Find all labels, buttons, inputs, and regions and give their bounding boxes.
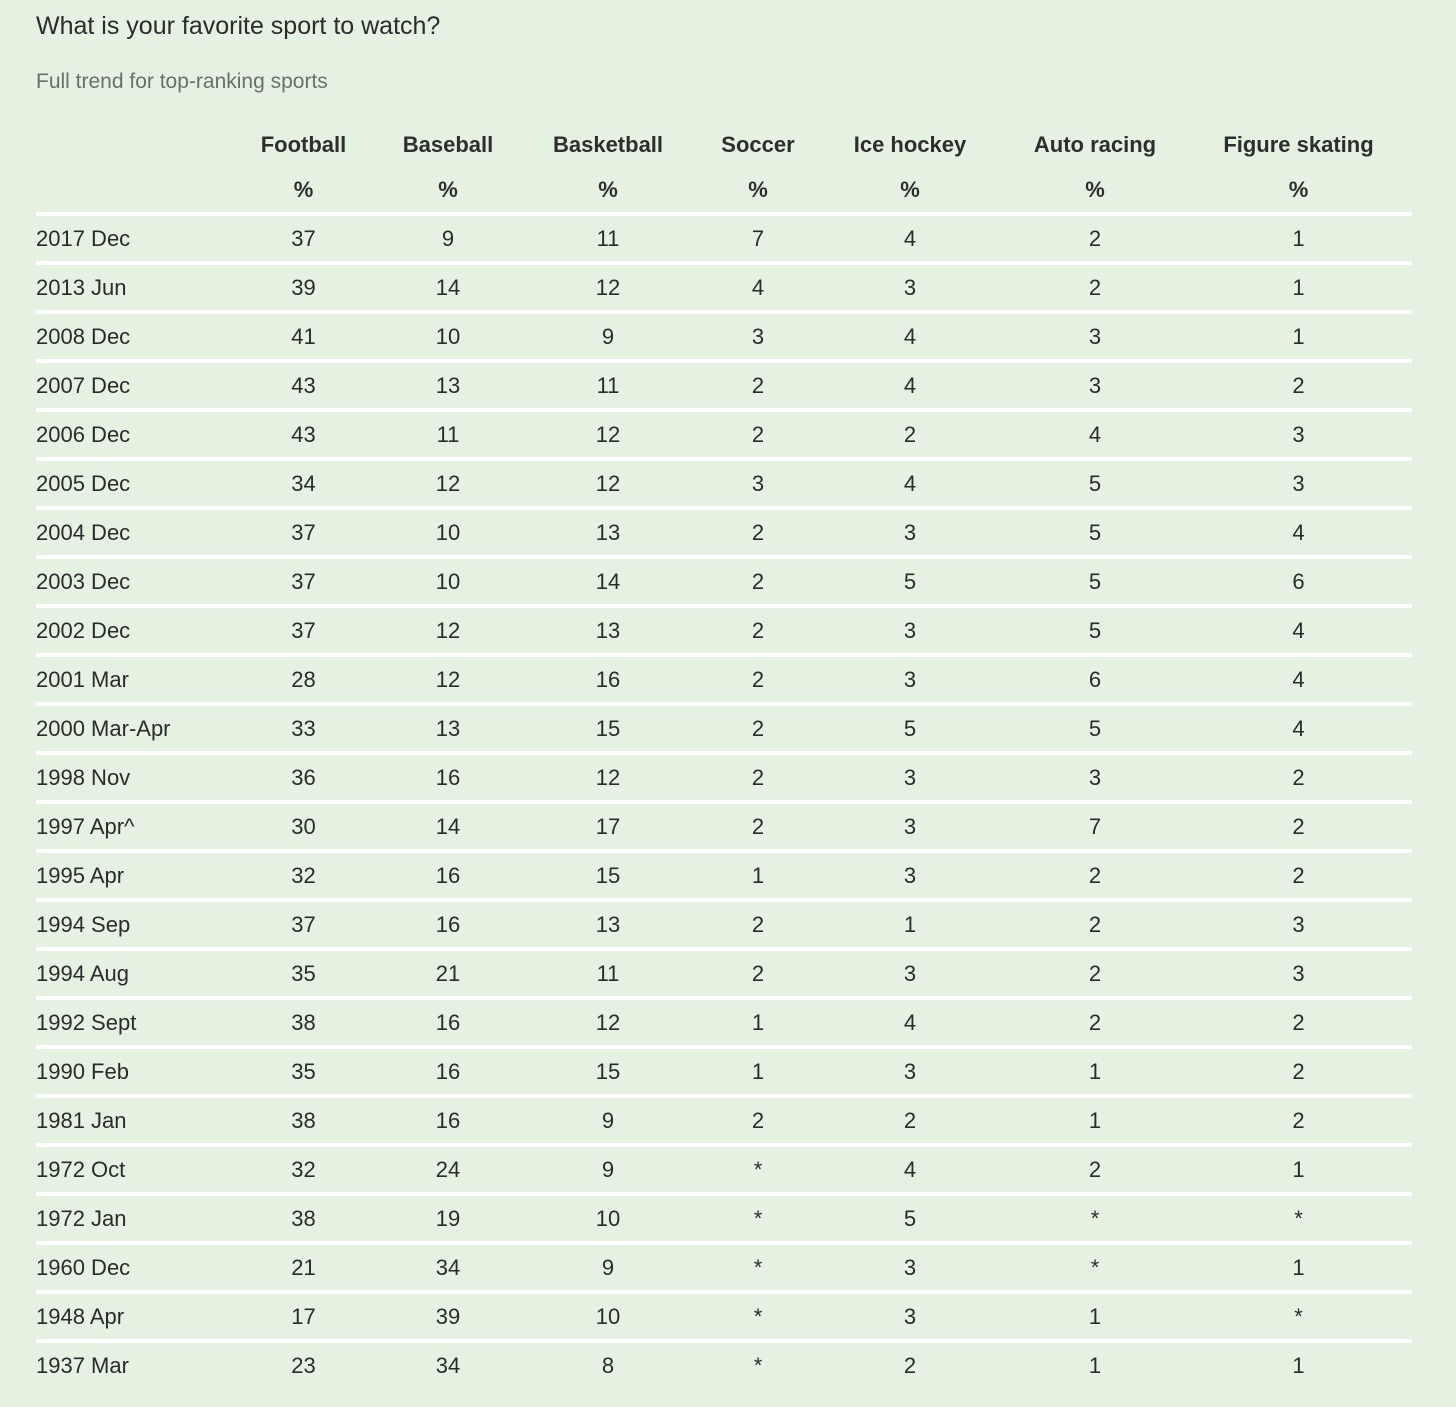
table-row: [36, 1292, 1412, 1341]
cell-basketball: 9: [515, 1243, 701, 1292]
cell-ice-hockey: 5: [815, 557, 1005, 606]
cell-football: 35: [226, 949, 381, 998]
cell-ice-hockey: 3: [815, 1243, 1005, 1292]
cell-baseball: 39: [381, 1292, 515, 1341]
cell-figure-skating: 1: [1292, 1352, 1305, 1378]
cell-soccer: *: [701, 1194, 815, 1243]
cell-baseball: 16: [381, 998, 515, 1047]
table-row: [36, 1243, 1412, 1292]
unit-baseball: %: [381, 168, 515, 214]
cell-ice-hockey: 4: [815, 998, 1005, 1047]
row-label: 1990 Feb: [36, 1047, 226, 1096]
cell-basketball: 15: [515, 704, 701, 753]
row-label: 2005 Dec: [36, 459, 226, 508]
cell-basketball: 8: [601, 1352, 615, 1378]
cell-soccer: *: [701, 1243, 815, 1292]
cell-baseball: 16: [381, 1096, 515, 1145]
unit-basketball: %: [515, 168, 701, 214]
cell-auto-racing: *: [1005, 1243, 1185, 1292]
cell-basketball: 9: [515, 1145, 701, 1194]
cell-soccer: 3: [701, 312, 815, 361]
cell-football: 38: [226, 998, 381, 1047]
cell-football: 37: [226, 900, 381, 949]
cell-baseball: 12: [381, 655, 515, 704]
table-row: [36, 459, 1412, 508]
cell-auto-racing: 5: [1005, 606, 1185, 655]
cell-soccer: 3: [701, 459, 815, 508]
cell-figure-skating: 4: [1185, 508, 1412, 557]
table-row: [36, 214, 1412, 263]
row-label: 2008 Dec: [36, 312, 226, 361]
cell-auto-racing: 1: [1005, 1292, 1185, 1341]
cell-auto-racing: 6: [1005, 655, 1185, 704]
cell-baseball: 12: [381, 459, 515, 508]
table-row: [36, 704, 1412, 753]
cell-soccer: 2: [701, 949, 815, 998]
cell-soccer: 2: [701, 410, 815, 459]
cell-basketball: 13: [515, 900, 701, 949]
row-label: 1972 Oct: [36, 1145, 226, 1194]
cell-figure-skating: 1: [1185, 312, 1412, 361]
table-row: [36, 998, 1412, 1047]
cell-baseball: 12: [381, 606, 515, 655]
cell-basketball: 17: [515, 802, 701, 851]
cell-football: 37: [226, 214, 381, 263]
cell-figure-skating: 3: [1185, 949, 1412, 998]
cell-auto-racing: 1: [1005, 1047, 1185, 1096]
cell-ice-hockey: 3: [815, 655, 1005, 704]
table-row: [36, 508, 1412, 557]
cell-basketball: 15: [515, 851, 701, 900]
cell-football: 34: [226, 459, 381, 508]
cell-ice-hockey: 3: [815, 802, 1005, 851]
cell-basketball: 11: [515, 214, 701, 263]
cell-auto-racing: 1: [1088, 1352, 1102, 1378]
header-basketball: Basketball: [552, 132, 664, 157]
cell-soccer: 2: [701, 900, 815, 949]
row-label: 1972 Jan: [36, 1194, 226, 1243]
cell-ice-hockey: 3: [815, 508, 1005, 557]
table-row: [36, 1194, 1412, 1243]
cell-ice-hockey: 4: [815, 361, 1005, 410]
table-row: [36, 1047, 1412, 1096]
cell-football: 33: [226, 704, 381, 753]
cell-auto-racing: 2: [1005, 214, 1185, 263]
cell-ice-hockey: 2: [903, 1352, 917, 1378]
cell-football: 28: [226, 655, 381, 704]
cell-football: 32: [226, 851, 381, 900]
cell-ice-hockey: 3: [815, 606, 1005, 655]
cell-football: 35: [226, 1047, 381, 1096]
cell-figure-skating: 3: [1185, 459, 1412, 508]
cell-auto-racing: 3: [1005, 361, 1185, 410]
cell-auto-racing: 2: [1005, 998, 1185, 1047]
row-label: 1948 Apr: [36, 1292, 226, 1341]
cell-basketball: 12: [515, 998, 701, 1047]
cell-baseball: 14: [381, 263, 515, 312]
cell-ice-hockey: 3: [815, 949, 1005, 998]
row-label: 1997 Apr^: [36, 802, 226, 851]
cell-figure-skating: *: [1185, 1292, 1412, 1341]
cell-football: 37: [226, 606, 381, 655]
cell-soccer: 1: [701, 1047, 815, 1096]
cell-ice-hockey: 1: [815, 900, 1005, 949]
row-label: 1992 Sept: [36, 998, 226, 1047]
cell-ice-hockey: 2: [815, 410, 1005, 459]
cell-figure-skating: 1: [1185, 1243, 1412, 1292]
header-soccer: Soccer: [721, 132, 795, 157]
unit-auto-racing: %: [1005, 168, 1185, 214]
cell-figure-skating: 6: [1185, 557, 1412, 606]
header-blank: [36, 122, 226, 168]
cell-basketball: 9: [515, 312, 701, 361]
cell-basketball: 11: [515, 949, 701, 998]
cell-football: 43: [226, 410, 381, 459]
cell-baseball: 19: [381, 1194, 515, 1243]
header-auto-racing: Auto racing: [1033, 132, 1157, 157]
row-label: 2017 Dec: [36, 214, 226, 263]
cell-baseball: 10: [381, 508, 515, 557]
table-row: [36, 802, 1412, 851]
cell-ice-hockey: 4: [815, 214, 1005, 263]
cell-figure-skating: 2: [1185, 851, 1412, 900]
cell-baseball: 9: [381, 214, 515, 263]
cell-football: 36: [226, 753, 381, 802]
table-row: [36, 949, 1412, 998]
cell-auto-racing: 5: [1005, 557, 1185, 606]
cell-ice-hockey: 2: [815, 1096, 1005, 1145]
cell-baseball: 24: [381, 1145, 515, 1194]
cell-auto-racing: 2: [1005, 851, 1185, 900]
table-row: [36, 655, 1412, 704]
cell-figure-skating: 4: [1185, 655, 1412, 704]
cell-soccer: 4: [701, 263, 815, 312]
cell-basketball: 12: [515, 410, 701, 459]
row-label: 1981 Jan: [36, 1096, 226, 1145]
cell-auto-racing: 3: [1005, 753, 1185, 802]
cell-basketball: 10: [515, 1194, 701, 1243]
row-label: 1994 Aug: [36, 949, 226, 998]
cell-baseball: 16: [381, 753, 515, 802]
cell-figure-skating: 1: [1185, 214, 1412, 263]
row-label: 1960 Dec: [36, 1243, 226, 1292]
cell-baseball: 11: [381, 410, 515, 459]
table-row: [36, 606, 1412, 655]
header-baseball: Baseball: [402, 132, 494, 157]
cell-basketball: 12: [515, 459, 701, 508]
cell-ice-hockey: 4: [815, 459, 1005, 508]
cell-figure-skating: 2: [1185, 1096, 1412, 1145]
cell-football: 38: [226, 1096, 381, 1145]
page-subtitle: Full trend for top-ranking sports: [36, 70, 328, 93]
cell-soccer: 1: [701, 998, 815, 1047]
cell-baseball: 16: [381, 851, 515, 900]
cell-soccer: 2: [701, 557, 815, 606]
row-label: 2004 Dec: [36, 508, 226, 557]
cell-baseball: 10: [381, 557, 515, 606]
cell-auto-racing: 5: [1005, 508, 1185, 557]
cell-baseball: 13: [381, 704, 515, 753]
cell-soccer: 7: [701, 214, 815, 263]
cell-basketball: 14: [515, 557, 701, 606]
cell-ice-hockey: 4: [815, 312, 1005, 361]
cell-basketball: 15: [515, 1047, 701, 1096]
cell-auto-racing: 5: [1005, 459, 1185, 508]
cell-baseball: 34: [435, 1352, 461, 1378]
column-header-row: [36, 122, 1412, 168]
table-row: [36, 1341, 1412, 1388]
cell-figure-skating: 2: [1185, 361, 1412, 410]
cell-soccer: *: [753, 1352, 763, 1378]
table-row: [36, 1145, 1412, 1194]
cell-football: 38: [226, 1194, 381, 1243]
cell-baseball: 13: [381, 361, 515, 410]
cell-figure-skating: *: [1185, 1194, 1412, 1243]
cell-soccer: 2: [701, 753, 815, 802]
cell-football: 39: [226, 263, 381, 312]
cell-baseball: 16: [381, 900, 515, 949]
cell-basketball: 9: [515, 1096, 701, 1145]
unit-header-row: [36, 168, 1412, 214]
row-label: 2002 Dec: [36, 606, 226, 655]
table-row: [36, 312, 1412, 361]
cell-soccer: *: [701, 1145, 815, 1194]
cell-auto-racing: 2: [1005, 900, 1185, 949]
cell-figure-skating: 4: [1185, 606, 1412, 655]
row-label: 1937 Mar: [36, 1352, 129, 1378]
header-ice-hockey: Ice hockey: [853, 132, 967, 157]
cell-ice-hockey: 4: [815, 1145, 1005, 1194]
table-row: [36, 851, 1412, 900]
cell-ice-hockey: 3: [815, 753, 1005, 802]
row-label: 1998 Nov: [36, 753, 226, 802]
cell-ice-hockey: 5: [815, 1194, 1005, 1243]
cell-football: 37: [226, 557, 381, 606]
cell-football: 23: [291, 1352, 316, 1378]
cell-figure-skating: 3: [1185, 410, 1412, 459]
row-label: 2000 Mar-Apr: [36, 704, 226, 753]
cell-ice-hockey: 5: [815, 704, 1005, 753]
cell-baseball: 14: [381, 802, 515, 851]
cell-basketball: 13: [515, 606, 701, 655]
unit-soccer: %: [701, 168, 815, 214]
cell-soccer: 1: [701, 851, 815, 900]
row-label: 2001 Mar: [36, 655, 226, 704]
table-row: [36, 557, 1412, 606]
cell-baseball: 34: [381, 1243, 515, 1292]
cell-auto-racing: 2: [1005, 1145, 1185, 1194]
cell-football: 32: [226, 1145, 381, 1194]
row-label: 2013 Jun: [36, 263, 226, 312]
cell-figure-skating: 2: [1185, 998, 1412, 1047]
cell-baseball: 16: [381, 1047, 515, 1096]
cell-football: 43: [226, 361, 381, 410]
cell-figure-skating: 3: [1185, 900, 1412, 949]
cell-ice-hockey: 3: [815, 1292, 1005, 1341]
row-label: 2006 Dec: [36, 410, 226, 459]
cell-soccer: 2: [701, 1096, 815, 1145]
unit-football: %: [226, 168, 381, 214]
cell-ice-hockey: 3: [815, 263, 1005, 312]
cell-basketball: 16: [515, 655, 701, 704]
cell-figure-skating: 2: [1185, 802, 1412, 851]
unit-ice-hockey: %: [815, 168, 1005, 214]
header-figure-skating: Figure skating: [1223, 132, 1374, 157]
cell-soccer: 2: [701, 606, 815, 655]
cell-soccer: 2: [701, 508, 815, 557]
cell-football: 21: [226, 1243, 381, 1292]
row-label: 1995 Apr: [36, 851, 226, 900]
cell-soccer: *: [701, 1292, 815, 1341]
cell-basketball: 10: [515, 1292, 701, 1341]
cell-football: 30: [226, 802, 381, 851]
unit-figure-skating: %: [1185, 168, 1412, 214]
row-label: 2007 Dec: [36, 361, 226, 410]
cell-auto-racing: *: [1005, 1194, 1185, 1243]
trend-table: [36, 122, 1412, 1388]
table-row: [36, 263, 1412, 312]
row-label: 1994 Sep: [36, 900, 226, 949]
header-football: Football: [260, 132, 347, 157]
cell-soccer: 2: [701, 655, 815, 704]
cell-figure-skating: 4: [1185, 704, 1412, 753]
cell-basketball: 12: [515, 753, 701, 802]
page-title: What is your favorite sport to watch?: [36, 12, 441, 40]
cell-auto-racing: 5: [1005, 704, 1185, 753]
cell-auto-racing: 3: [1005, 312, 1185, 361]
row-label: 2003 Dec: [36, 557, 226, 606]
cell-basketball: 12: [515, 263, 701, 312]
table-row: [36, 753, 1412, 802]
cell-football: 17: [226, 1292, 381, 1341]
cell-baseball: 10: [381, 312, 515, 361]
table-row: [36, 361, 1412, 410]
table-row: [36, 410, 1412, 459]
cell-soccer: 2: [701, 802, 815, 851]
cell-auto-racing: 2: [1005, 949, 1185, 998]
cell-basketball: 13: [515, 508, 701, 557]
cell-figure-skating: 1: [1185, 263, 1412, 312]
table-body: [36, 214, 1412, 1388]
cell-basketball: 11: [515, 361, 701, 410]
cell-football: 41: [226, 312, 381, 361]
table-row: [36, 1096, 1412, 1145]
cell-soccer: 2: [701, 704, 815, 753]
unit-blank: [36, 168, 226, 214]
cell-ice-hockey: 3: [815, 1047, 1005, 1096]
cell-figure-skating: 1: [1185, 1145, 1412, 1194]
cell-auto-racing: 2: [1005, 263, 1185, 312]
cell-auto-racing: 4: [1005, 410, 1185, 459]
cell-soccer: 2: [701, 361, 815, 410]
cell-auto-racing: 7: [1005, 802, 1185, 851]
cell-ice-hockey: 3: [815, 851, 1005, 900]
cell-football: 37: [226, 508, 381, 557]
cell-figure-skating: 2: [1185, 753, 1412, 802]
cell-auto-racing: 1: [1005, 1096, 1185, 1145]
table-row: [36, 900, 1412, 949]
cell-baseball: 21: [381, 949, 515, 998]
cell-figure-skating: 2: [1185, 1047, 1412, 1096]
